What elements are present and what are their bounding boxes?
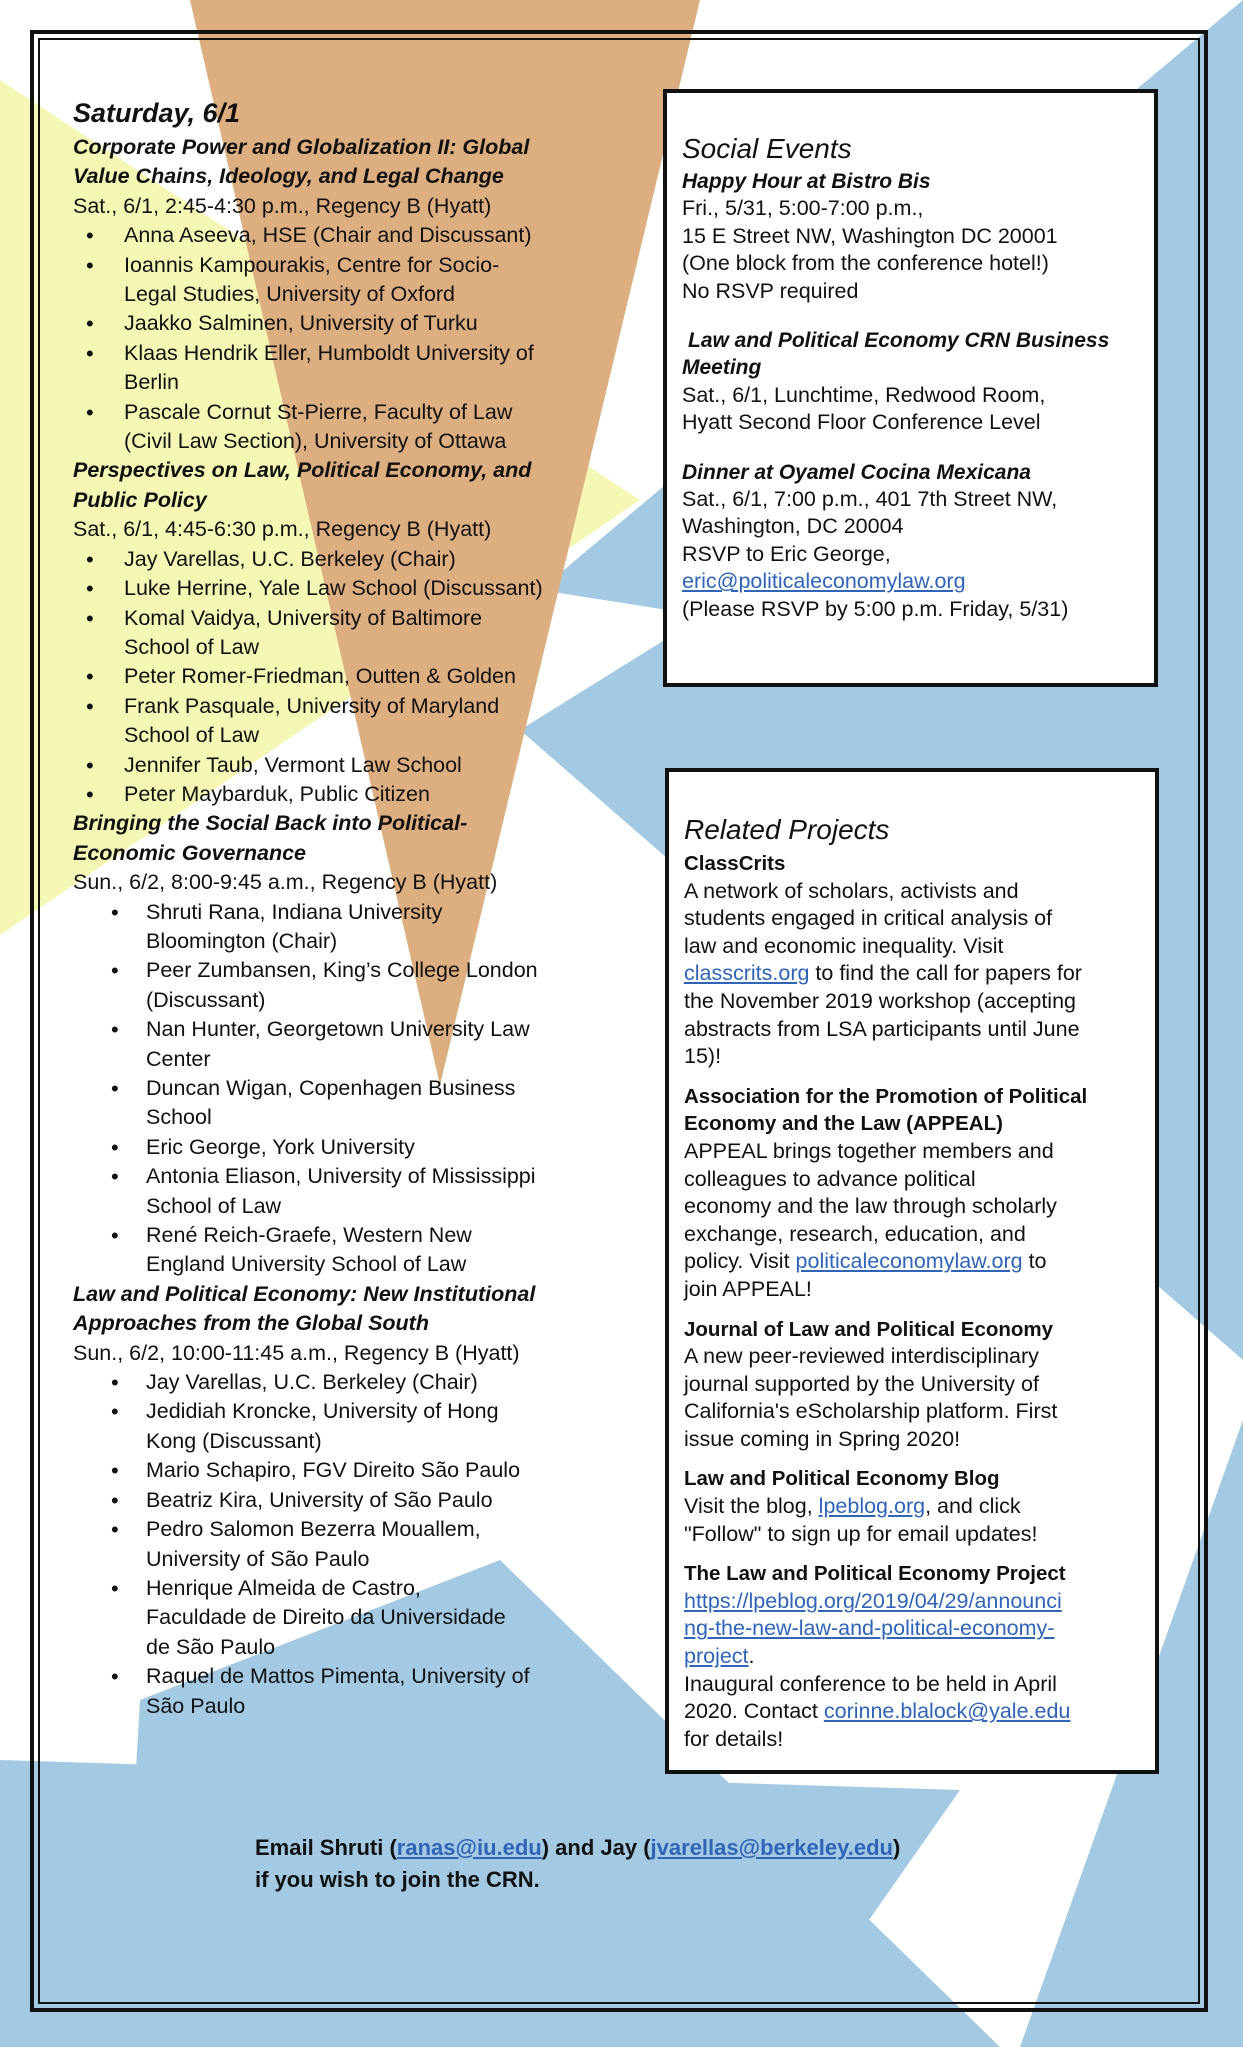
participant-text: • Luke Herrine, Yale Law School (Discussant) — [124, 576, 543, 601]
participant-item — [73, 1397, 633, 1456]
participant-text: de São Paulo — [146, 1634, 276, 1659]
participant-text: • Peter Romer-Friedman, Outten & Golden — [124, 664, 516, 689]
project-lpe — [684, 1560, 1141, 1753]
classcrits-link[interactable]: classcrits.org — [684, 961, 810, 986]
related-projects-title: Related Projects — [684, 814, 890, 845]
participant-text: • Frank Pasquale, University of Maryland — [124, 693, 500, 718]
session-title: Perspectives on Law, Political Economy, and — [73, 458, 532, 483]
happy-hour-line: 15 E Street NW, Washington DC 20001 — [682, 223, 1058, 248]
lpe-project-link[interactable]: ng-the-new-law-and-political-economy- — [684, 1616, 1055, 1641]
project-text: exchange, research, education, and — [684, 1221, 1026, 1246]
project-text: APPEAL brings together members and — [684, 1138, 1054, 1163]
participant-item — [73, 1456, 633, 1485]
shruti-email-link[interactable]: ranas@iu.edu — [396, 1835, 542, 1860]
participant-text: • Peer Zumbansen, King’s College London — [146, 958, 538, 983]
participant-text: • Shruti Rana, Indiana University — [146, 899, 443, 924]
participant-text: • Nan Hunter, Georgetown University Law — [146, 1017, 530, 1042]
day-title: Saturday, 6/1 — [73, 98, 241, 128]
session-title: Economic Governance — [73, 840, 306, 865]
session-time: Sun., 6/2, 10:00-11:45 a.m., Regency B (Hyatt) — [73, 1340, 520, 1365]
participant-item — [73, 1015, 633, 1074]
project-title: ClassCrits — [684, 852, 786, 875]
happy-hour-line: Fri., 5/31, 5:00-7:00 p.m., — [682, 196, 924, 221]
project-text: students engaged in critical analysis of — [684, 906, 1053, 931]
happy-hour-event — [682, 168, 1140, 305]
project-classcrits — [684, 850, 1141, 1071]
participant-item — [73, 398, 633, 457]
footer-contact — [255, 1832, 900, 1896]
dinner-event — [682, 459, 1140, 623]
session — [73, 133, 633, 456]
project-blog — [684, 1465, 1141, 1548]
project-text: colleagues to advance political — [684, 1166, 976, 1191]
dinner-title: Dinner at Oyamel Cocina Mexicana — [682, 460, 1031, 484]
participant-item — [73, 574, 633, 603]
participant-list — [73, 545, 633, 810]
participant-text: Center — [146, 1046, 211, 1071]
contact-email-link[interactable]: corinne.blalock@yale.edu — [823, 1699, 1071, 1724]
participant-text: Bloomington (Chair) — [146, 928, 338, 953]
business-meeting-line: Hyatt Second Floor Conference Level — [682, 410, 1041, 435]
participant-text: • Duncan Wigan, Copenhagen Business — [146, 1076, 516, 1100]
participant-text: • Raquel de Mattos Pimenta, University of — [146, 1664, 530, 1689]
session-title: Public Policy — [73, 487, 207, 512]
participant-text: • Henrique Almeida de Castro, — [146, 1575, 421, 1600]
happy-hour-line: (One block from the conference hotel!) — [682, 251, 1049, 276]
participant-item — [73, 1486, 633, 1515]
participant-item — [73, 1162, 633, 1221]
participant-item — [73, 898, 633, 957]
project-text: A new peer-reviewed interdisciplinary — [684, 1344, 1039, 1369]
participant-text: • Klaas Hendrik Eller, Humboldt University of — [124, 340, 534, 365]
participant-text: • Komal Vaidya, University of Baltimore — [124, 605, 483, 630]
lpeblog-link[interactable]: lpeblog.org — [818, 1494, 926, 1519]
participant-text: Berlin — [124, 370, 179, 395]
participant-list — [73, 898, 633, 1280]
project-text: 15)! — [684, 1044, 722, 1069]
participant-item — [73, 251, 633, 310]
participant-text: • Pedro Salomon Bezerra Mouallem, — [146, 1517, 481, 1542]
project-text: issue coming in Spring 2020! — [684, 1426, 961, 1451]
project-text: for details! — [684, 1726, 784, 1751]
participant-text: • Pascale Cornut St-Pierre, Faculty of Law — [124, 399, 513, 424]
session — [73, 1280, 633, 1721]
related-projects-box — [665, 768, 1159, 1774]
project-text: , and click — [925, 1494, 1021, 1519]
session-title: Approaches from the Global South — [73, 1311, 429, 1336]
participant-text: • Mario Schapiro, FGV Direito São Paulo — [146, 1458, 521, 1483]
project-text: policy. Visit — [684, 1249, 796, 1274]
project-text: the November 2019 workshop (accepting — [684, 988, 1076, 1013]
participant-item — [73, 545, 633, 574]
project-text: Visit the blog, — [684, 1494, 819, 1519]
participant-item — [73, 1574, 633, 1662]
participant-text: • Jay Varellas, U.C. Berkeley (Chair) — [124, 546, 456, 571]
lpe-project-link[interactable]: project — [684, 1644, 749, 1669]
participant-item — [73, 751, 633, 780]
rsvp-email-link[interactable]: eric@politicaleconomylaw.org — [682, 569, 966, 594]
social-events-box — [663, 89, 1158, 687]
project-text: law and economic inequality. Visit — [684, 933, 1004, 958]
participant-text: • Peter Maybarduk, Public Citizen — [124, 781, 430, 806]
dinner-line: Washington, DC 20004 — [682, 514, 904, 539]
happy-hour-line: No RSVP required — [682, 278, 859, 303]
session-time: Sun., 6/2, 8:00-9:45 a.m., Regency B (Hyatt) — [73, 870, 498, 895]
participant-text: School of Law — [146, 1193, 282, 1218]
session-title: Value Chains, Ideology, and Legal Change — [73, 164, 504, 189]
participant-text: Faculdade de Direito da Universidade — [146, 1605, 506, 1630]
participant-item — [73, 1368, 633, 1397]
project-text: to — [1022, 1249, 1047, 1274]
project-text: to find the call for papers for — [809, 961, 1082, 986]
participant-item — [73, 339, 633, 398]
participant-text: • Antonia Eliason, University of Mississippi — [146, 1164, 536, 1189]
session-time: Sat., 6/1, 4:45-6:30 p.m., Regency B (Hyatt) — [73, 517, 492, 542]
happy-hour-title: Happy Hour at Bistro Bis — [682, 170, 931, 193]
participant-text: • Jaakko Salminen, University of Turku — [124, 311, 478, 336]
participant-text: School — [146, 1105, 212, 1130]
participant-text: • Beatriz Kira, University of São Paulo — [146, 1487, 493, 1512]
participant-text: • Anna Aseeva, HSE (Chair and Discussant) — [124, 223, 532, 248]
project-title: Association for the Promotion of Political — [684, 1084, 1088, 1108]
participant-text: • Eric George, York University — [146, 1134, 415, 1159]
participant-text: • René Reich-Graefe, Western New — [146, 1223, 472, 1248]
session — [73, 456, 633, 809]
project-appeal — [684, 1083, 1141, 1304]
project-text: journal supported by the University of — [684, 1371, 1039, 1396]
participant-text: England University School of Law — [146, 1252, 467, 1277]
project-text: join APPEAL! — [684, 1276, 812, 1301]
participant-text: School of Law — [124, 723, 260, 748]
session-time: Sat., 6/1, 2:45-4:30 p.m., Regency B (Hyatt) — [73, 193, 492, 218]
appeal-link[interactable]: politicaleconomylaw.org — [795, 1249, 1023, 1274]
project-text: abstracts from LSA participants until June — [684, 1016, 1080, 1041]
session-title: Law and Political Economy: New Institutional — [73, 1281, 536, 1306]
lpe-project-link[interactable]: https://lpeblog.org/2019/04/29/announci — [684, 1588, 1062, 1613]
participant-text: Kong (Discussant) — [146, 1428, 322, 1453]
participant-text: • Jay Varellas, U.C. Berkeley (Chair) — [146, 1370, 478, 1395]
participant-text: (Discussant) — [146, 987, 266, 1012]
social-events-title: Social Events — [682, 133, 852, 164]
project-text: 2020. Contact — [684, 1699, 824, 1724]
session-title: Corporate Power and Globalization II: Global — [73, 135, 530, 159]
session-list — [73, 133, 633, 1721]
business-meeting-event — [682, 327, 1140, 437]
participant-item — [73, 780, 633, 809]
project-text: "Follow" to sign up for email updates! — [684, 1521, 1038, 1546]
participant-item — [73, 309, 633, 338]
participant-text: São Paulo — [146, 1693, 246, 1718]
project-title: Law and Political Economy Blog — [684, 1467, 1000, 1491]
dinner-line: RSVP to Eric George, — [682, 541, 891, 566]
footer-text: Email Shruti ( — [255, 1835, 397, 1860]
session-title: Bringing the Social Back into Political- — [73, 811, 468, 836]
participant-text: University of São Paulo — [146, 1546, 370, 1571]
participant-text: School of Law — [124, 634, 260, 659]
business-meeting-title: Meeting — [682, 356, 762, 380]
participant-item — [73, 1662, 633, 1721]
participant-item — [73, 662, 633, 691]
project-title: Economy and the Law (APPEAL) — [684, 1112, 1003, 1136]
project-text: California's eScholarship platform. First — [684, 1399, 1058, 1424]
project-text: . — [748, 1644, 755, 1669]
participant-text: Legal Studies, University of Oxford — [124, 282, 456, 307]
participant-item — [73, 1074, 633, 1133]
business-meeting-title: Law and Political Economy CRN Business — [688, 329, 1110, 353]
project-journal — [684, 1316, 1141, 1454]
participant-item — [73, 221, 633, 250]
dinner-line: (Please RSVP by 5:00 p.m. Friday, 5/31) — [682, 596, 1069, 621]
participant-text: • Ioannis Kampourakis, Centre for Socio- — [124, 252, 500, 277]
business-meeting-line: Sat., 6/1, Lunchtime, Redwood Room, — [682, 382, 1046, 407]
participant-item — [73, 604, 633, 663]
footer-text: ) and Jay ( — [541, 1835, 651, 1860]
schedule-column — [73, 95, 633, 1721]
participant-list — [73, 1368, 633, 1721]
project-text: economy and the law through scholarly — [684, 1194, 1057, 1219]
project-text: A network of scholars, activists and — [684, 878, 1019, 903]
footer-text: ) — [892, 1835, 901, 1860]
project-title: The Law and Political Economy Project — [684, 1562, 1066, 1586]
participant-item — [73, 1133, 633, 1162]
participant-text: • Jedidiah Kroncke, University of Hong — [146, 1399, 499, 1424]
participant-item — [73, 956, 633, 1015]
footer-text: if you wish to join the CRN. — [255, 1867, 540, 1892]
participant-text: (Civil Law Section), University of Ottawa — [124, 429, 507, 454]
project-text: Inaugural conference to be held in April — [684, 1671, 1057, 1696]
participant-item — [73, 692, 633, 751]
session — [73, 809, 633, 1280]
participant-item — [73, 1515, 633, 1574]
participant-item — [73, 1221, 633, 1280]
participant-text: • Jennifer Taub, Vermont Law School — [124, 752, 462, 777]
project-title: Journal of Law and Political Economy — [684, 1317, 1054, 1341]
participant-list — [73, 221, 633, 456]
jay-email-link[interactable]: jvarellas@berkeley.edu — [650, 1835, 893, 1860]
dinner-line: Sat., 6/1, 7:00 p.m., 401 7th Street NW, — [682, 487, 1058, 512]
